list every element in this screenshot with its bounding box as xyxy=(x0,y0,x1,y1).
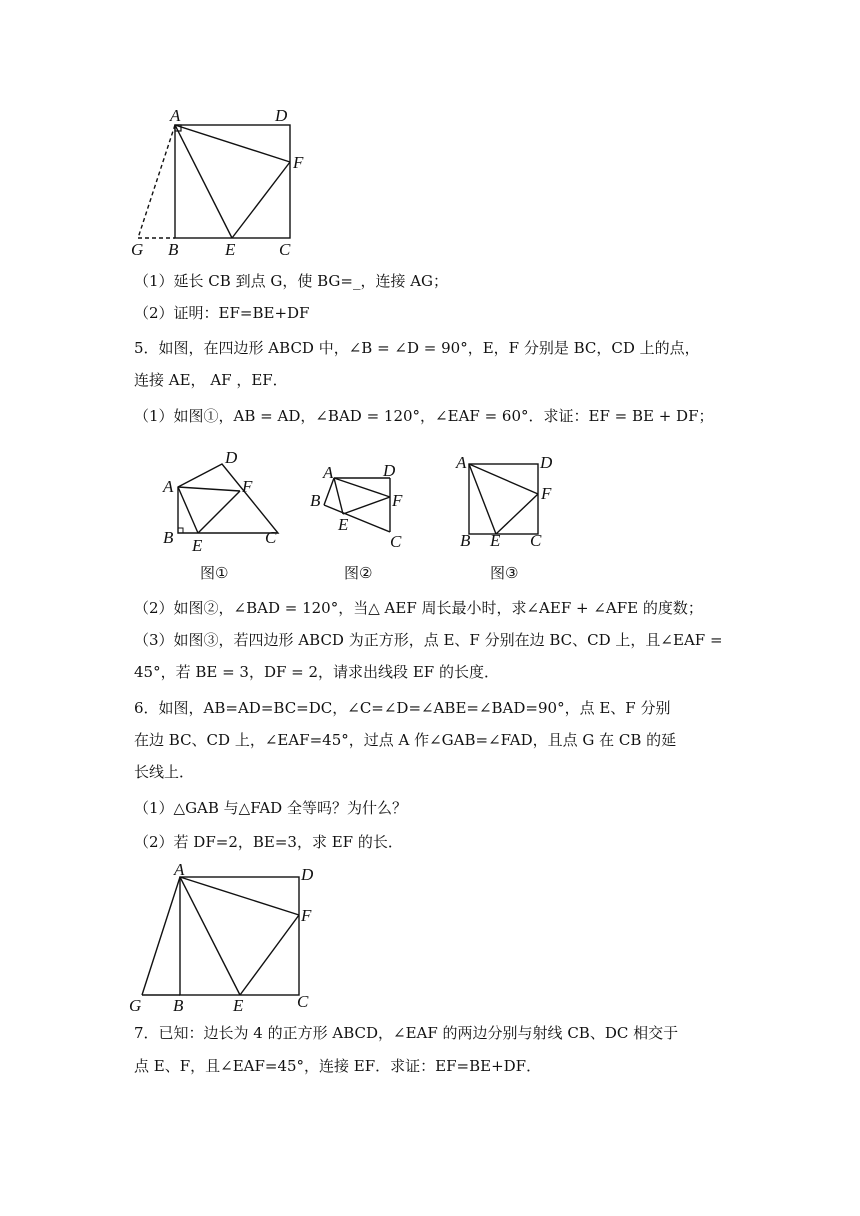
svg-text:B: B xyxy=(460,531,471,550)
q5-part2: （2）如图②，∠BAD = 120°，当△ AEF 周长最小时，求∠AEF + ∠AFE 的度数； xyxy=(134,599,703,617)
q5-stem-line1: 5．如图，在四边形 ABCD 中，∠B = ∠D = 90°，E，F 分别是 BC，CD 上的点， xyxy=(134,339,700,357)
svg-text:E: E xyxy=(233,996,244,1015)
q7-stem-line1: 7．已知：边长为 4 的正方形 ABCD，∠EAF 的两边分别与射线 CB、DC 相交于 xyxy=(134,1024,679,1042)
q6-part2: （2）若 DF=2，BE=3，求 EF 的长． xyxy=(134,833,403,851)
svg-text:C: C xyxy=(265,528,277,547)
q5-part3-line1: （3）如图③，若四边形 ABCD 为正方形，点 E、F 分别在边 BC、CD 上，且∠EAF = xyxy=(134,631,723,649)
svg-text:G: G xyxy=(129,996,142,1015)
svg-text:A: A xyxy=(323,463,334,482)
svg-text:C: C xyxy=(297,992,309,1011)
svg-text:D: D xyxy=(540,453,553,472)
svg-text:F: F xyxy=(541,484,552,503)
svg-text:B: B xyxy=(173,996,184,1015)
svg-text:F: F xyxy=(242,477,253,496)
q5-stem-line2: 连接 AE， AF ，EF． xyxy=(134,371,288,389)
q4-part2: （2）证明：EF=BE+DF xyxy=(134,304,310,322)
caption-fig1: 图① xyxy=(200,564,229,582)
q5-part1: （1）如图①，AB = AD，∠BAD = 120°，∠EAF = 60°．求证：EF = BE + DF； xyxy=(134,407,714,425)
label-G: G xyxy=(131,240,144,259)
q6-stem-line2: 在边 BC、CD 上，∠EAF=45°，过点 A 作∠GAB=∠FAD，且点 G 在 CB 的延 xyxy=(134,731,677,749)
svg-text:E: E xyxy=(490,531,501,550)
q4-part1: （1）延长 CB 到点 G，使 BG=_，连接 AG； xyxy=(134,272,449,290)
q5-part3-line2: 45°，若 BE = 3，DF = 2，请求出线段 EF 的长度． xyxy=(134,663,499,681)
q6-stem-line3: 长线上． xyxy=(134,763,195,781)
svg-text:D: D xyxy=(225,448,238,467)
svg-text:B: B xyxy=(310,491,321,510)
svg-text:E: E xyxy=(338,515,349,534)
svg-text:A: A xyxy=(174,860,185,879)
svg-text:C: C xyxy=(390,532,402,551)
svg-text:E: E xyxy=(192,536,203,555)
label-D: D xyxy=(275,106,288,125)
label-A: A xyxy=(170,106,181,125)
svg-text:F: F xyxy=(301,906,312,925)
q6-part1: （1）△GAB 与△FAD 全等吗？为什么？ xyxy=(134,799,407,817)
svg-text:A: A xyxy=(456,453,467,472)
label-F: F xyxy=(293,153,304,172)
q6-stem-line1: 6．如图，AB=AD=BC=DC，∠C=∠D=∠ABE=∠BAD=90°，点 E、F 分别 xyxy=(134,699,671,717)
svg-text:D: D xyxy=(383,461,396,480)
svg-text:D: D xyxy=(301,865,314,884)
caption-fig3: 图③ xyxy=(490,564,519,582)
svg-text:C: C xyxy=(530,531,542,550)
label-C: C xyxy=(279,240,291,259)
q7-stem-line2: 点 E、F，且∠EAF=45°，连接 EF．求证：EF=BE+DF． xyxy=(134,1057,542,1075)
label-B: B xyxy=(168,240,179,259)
label-E: E xyxy=(225,240,236,259)
caption-fig2: 图② xyxy=(344,564,373,582)
svg-text:F: F xyxy=(392,491,403,510)
svg-text:B: B xyxy=(163,528,174,547)
svg-text:A: A xyxy=(163,477,174,496)
